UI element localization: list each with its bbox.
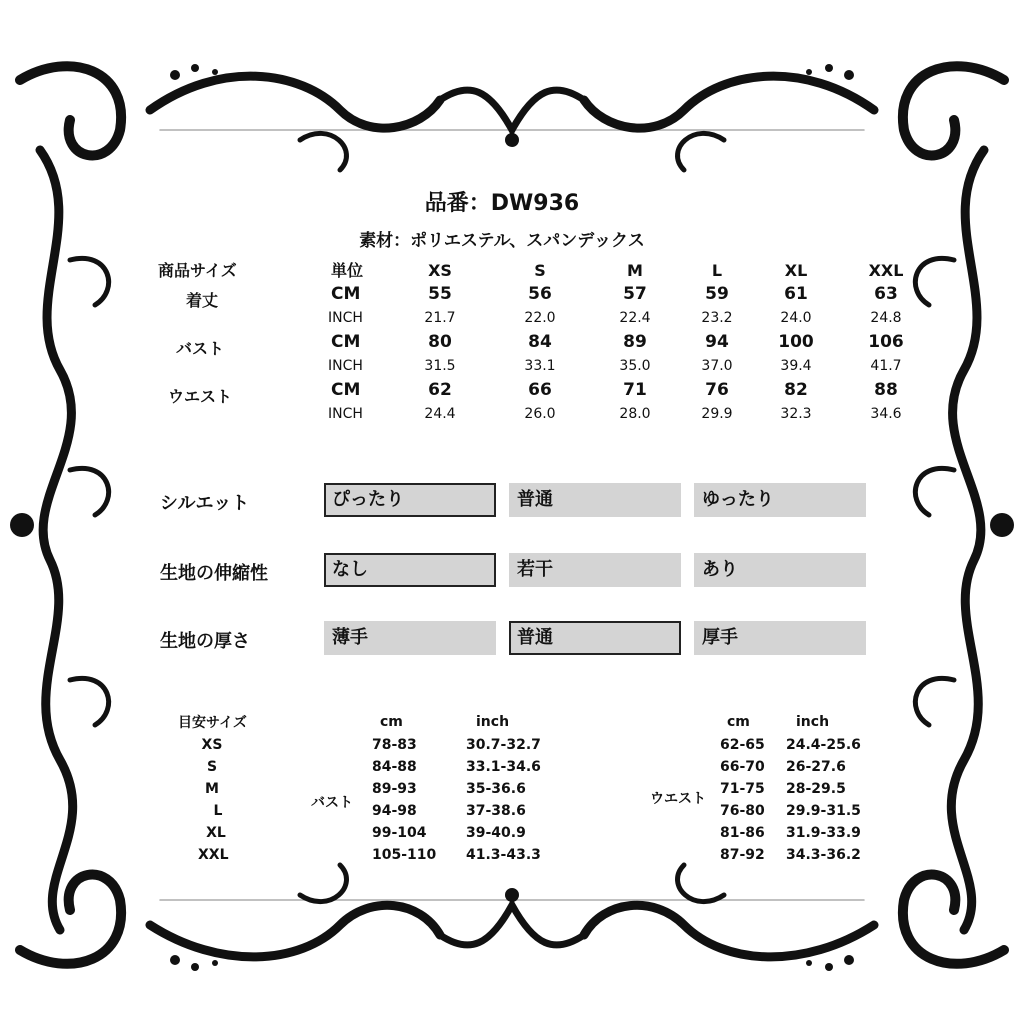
unit-cm: CM: [331, 284, 361, 304]
length-inch-xl: 24.0: [780, 310, 812, 326]
row-waist-label: ウエスト: [168, 387, 233, 406]
row-length-label: 着丈: [186, 291, 219, 310]
waist-cm-xxl: 88: [874, 380, 898, 400]
guide-bust-inch-s: 33.1-34.6: [466, 759, 541, 775]
guide-waist-cm-l: 76-80: [720, 803, 765, 819]
guide-bust-inch-m: 35-36.6: [466, 781, 526, 797]
guide-bust-cm-l: 94-98: [372, 803, 417, 819]
guide-size-l: L: [213, 803, 223, 819]
guide-bust-inch-l: 37-38.6: [466, 803, 526, 819]
guide-waist-label: ウエスト: [650, 791, 706, 807]
thickness-option-thick: 厚手: [694, 621, 866, 655]
bust-cm-s: 84: [528, 332, 552, 352]
waist-inch-s: 26.0: [524, 406, 556, 422]
unit-cm: CM: [331, 380, 361, 400]
unit-header-label: 単位: [331, 261, 364, 280]
bust-inch-s: 33.1: [524, 358, 556, 374]
length-cm-s: 56: [528, 284, 552, 304]
waist-cm-s: 66: [528, 380, 552, 400]
guide-waist-inch-m: 28-29.5: [786, 781, 846, 797]
waist-inch-xl: 32.3: [780, 406, 812, 422]
waist-inch-xs: 24.4: [424, 406, 456, 422]
stretch-option-slight: 若干: [509, 553, 681, 587]
guide-waist-cm-xs: 62-65: [720, 737, 765, 753]
guide-bust-inch-xs: 30.7-32.7: [466, 737, 541, 753]
length-cm-l: 59: [705, 284, 729, 304]
length-inch-l: 23.2: [701, 310, 733, 326]
waist-inch-m: 28.0: [619, 406, 651, 422]
bust-inch-xxl: 41.7: [870, 358, 902, 374]
guide-waist-cm-s: 66-70: [720, 759, 765, 775]
guide-size-xl: XL: [206, 825, 226, 841]
guide-size-xs: XS: [201, 737, 223, 753]
guide-waist-cm-header: cm: [727, 714, 750, 730]
thickness-option-thin: 薄手: [324, 621, 496, 655]
bust-cm-xl: 100: [778, 332, 814, 352]
thickness-label: 生地の厚さ: [160, 631, 250, 652]
guide-size-xxl: XXL: [198, 847, 229, 863]
silhouette-option-regular: 普通: [509, 483, 681, 517]
silhouette-label: シルエット: [160, 493, 250, 514]
waist-inch-l: 29.9: [701, 406, 733, 422]
stretch-option-yes: あり: [694, 553, 866, 587]
length-inch-s: 22.0: [524, 310, 556, 326]
thickness-option-regular: 普通: [509, 621, 681, 655]
bust-inch-l: 37.0: [701, 358, 733, 374]
bust-cm-xxl: 106: [868, 332, 904, 352]
waist-cm-m: 71: [623, 380, 647, 400]
guide-bust-cm-header: cm: [380, 714, 403, 730]
guide-bust-cm-xs: 78-83: [372, 737, 417, 753]
bust-cm-l: 94: [705, 332, 729, 352]
guide-bust-inch-header: inch: [476, 714, 510, 730]
guide-bust-inch-xl: 39-40.9: [466, 825, 526, 841]
unit-inch: INCH: [328, 358, 363, 374]
material-text: 素材：ポリエステル、スパンデックス: [359, 231, 645, 251]
guide-bust-cm-xl: 99-104: [372, 825, 427, 841]
length-cm-m: 57: [623, 284, 647, 304]
product-number: 品番：DW936: [424, 191, 580, 216]
guide-waist-cm-xxl: 87-92: [720, 847, 765, 863]
waist-cm-xs: 62: [428, 380, 452, 400]
guide-waist-inch-l: 29.9-31.5: [786, 803, 861, 819]
silhouette-option-fitted: ぴったり: [324, 483, 496, 517]
size-col-m: M: [627, 261, 643, 280]
guide-bust-inch-xxl: 41.3-43.3: [466, 847, 541, 863]
waist-inch-xxl: 34.6: [870, 406, 902, 422]
guide-waist-inch-xs: 24.4-25.6: [786, 737, 861, 753]
guide-waist-inch-xl: 31.9-33.9: [786, 825, 861, 841]
size-col-xxl: XXL: [868, 261, 904, 280]
size-col-xl: XL: [784, 261, 808, 280]
guide-waist-cm-m: 71-75: [720, 781, 765, 797]
bust-cm-m: 89: [623, 332, 647, 352]
guide-size-s: S: [206, 759, 218, 775]
waist-cm-l: 76: [705, 380, 729, 400]
guide-waist-cm-xl: 81-86: [720, 825, 765, 841]
guide-bust-cm-s: 84-88: [372, 759, 417, 775]
length-cm-xxl: 63: [874, 284, 898, 304]
size-col-xs: XS: [428, 261, 452, 280]
size-col-s: S: [534, 261, 546, 280]
length-inch-xs: 21.7: [424, 310, 456, 326]
guide-bust-label: バスト: [311, 795, 353, 811]
bust-inch-xs: 31.5: [424, 358, 456, 374]
bust-cm-xs: 80: [428, 332, 452, 352]
guide-size-label: 目安サイズ: [178, 715, 247, 731]
length-cm-xl: 61: [784, 284, 808, 304]
length-inch-m: 22.4: [619, 310, 651, 326]
size-col-l: L: [711, 261, 723, 280]
bust-inch-xl: 39.4: [780, 358, 812, 374]
unit-inch: INCH: [328, 310, 363, 326]
row-bust-label: バスト: [176, 339, 225, 358]
stretch-option-none: なし: [324, 553, 496, 587]
length-inch-xxl: 24.8: [870, 310, 902, 326]
unit-inch: INCH: [328, 406, 363, 422]
bust-inch-m: 35.0: [619, 358, 651, 374]
guide-waist-inch-s: 26-27.6: [786, 759, 846, 775]
guide-bust-cm-xxl: 105-110: [372, 847, 437, 863]
length-cm-xs: 55: [428, 284, 452, 304]
guide-size-m: M: [205, 781, 219, 797]
stretch-label: 生地の伸縮性: [160, 563, 268, 584]
guide-bust-cm-m: 89-93: [372, 781, 417, 797]
waist-cm-xl: 82: [784, 380, 808, 400]
guide-waist-inch-xxl: 34.3-36.2: [786, 847, 861, 863]
silhouette-option-loose: ゆったり: [694, 483, 866, 517]
size-header-label: 商品サイズ: [158, 261, 237, 280]
unit-cm: CM: [331, 332, 361, 352]
guide-waist-inch-header: inch: [796, 714, 830, 730]
